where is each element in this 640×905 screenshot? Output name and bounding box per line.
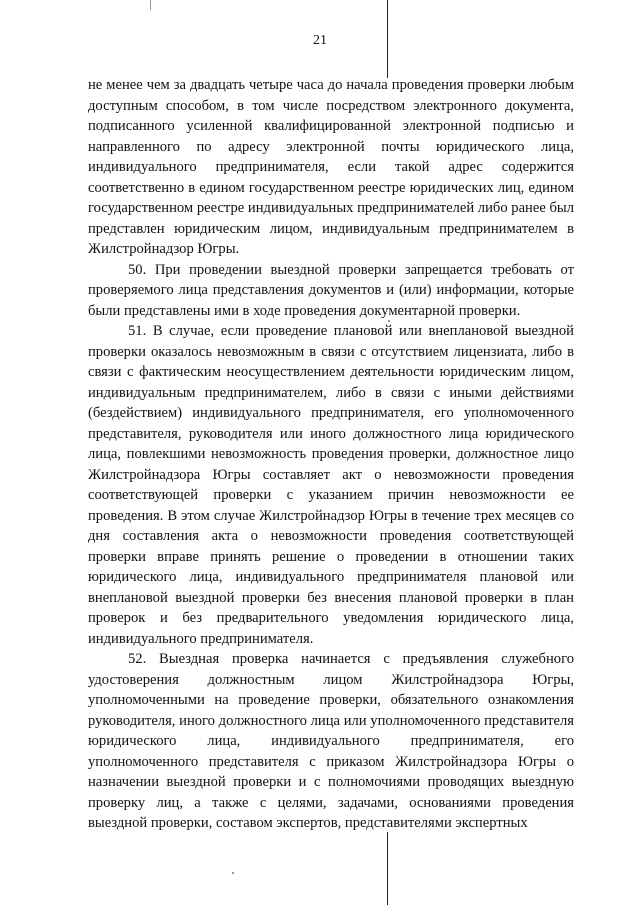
paragraph-51: 51. В случае, если проведение плановой или внеплановой выездной проверки оказалось невозможным в связи с отсутствием лицензиата, либо в связи с фактическим неосуществлением деятельности юридическим лицом, индивидуальным предпринимателем, либо в связи с иными действиями (бездействием) индивидуального предпринимателя, его уполномоченного представителя, руководителя или иного должностного лица юридического лица, повлекшими невозможность проведения проверки, должностное лицо Жилстройнадзора Югры составляет акт о невозможности проведения соответствующей проверки с указанием причин невозможности ее проведения. В этом случае Жилстройнадзор Югры в течение трех месяцев со дня составления акта о невозможности проведения соответствующей проверки вправе принять решение о проведении в отношении таких юридического лица, индивидуального предпринимателя плановой или внеплановой выездной проверки без внесения плановой проверки в план проверок и без предварительного уведомления юридического лица, индивидуального предпринимателя. bbox=[88, 323, 574, 647]
scan-speck bbox=[232, 872, 234, 874]
body-text bbox=[88, 75, 574, 834]
scan-edge-mark-top-left bbox=[150, 0, 151, 10]
page-number: 21 bbox=[313, 33, 327, 48]
paragraph-50: 50. При проведении выездной проверки запрещается требовать от проверяемого лица представления документов и (или) информации, которые были представлены ими в ходе проведения документарной проверки. bbox=[88, 261, 574, 319]
paragraph-52: 52. Выездная проверка начинается с предъявления служебного удостоверения должностным лицом Жилстройнадзора Югры, уполномоченными на проведение проверки, обязательного ознакомления руководителя, иного должностного лица или уполномоченного представителя юридического лица, индивидуального предпринимателя, его уполномоченного представителя с приказом Жилстройнадзора Югры о назначении выездной проверки и с полномочиями проводящих выездную проверку лиц, а также с целями, задачами, основаниями проведения выездной проверки, составом экспертов, представителями экспертных bbox=[88, 651, 574, 831]
scan-fold-line-bottom bbox=[387, 832, 388, 905]
paragraph-intro: не менее чем за двадцать четыре часа до начала проведения проверки любым доступным способом, в том числе посредством электронного документа, подписанного усиленной квалифицированной электронной подписью и направленного по адресу электронной почты юридического лица, индивидуального предпринимателя, если такой адрес содержится соответственно в едином государственном реестре юридических лиц, едином государственном реестре индивидуальных предпринимателей либо ранее был представлен юридическим лицом, индивидуальным предпринимателем в Жилстройнадзор Югры. bbox=[88, 77, 574, 257]
